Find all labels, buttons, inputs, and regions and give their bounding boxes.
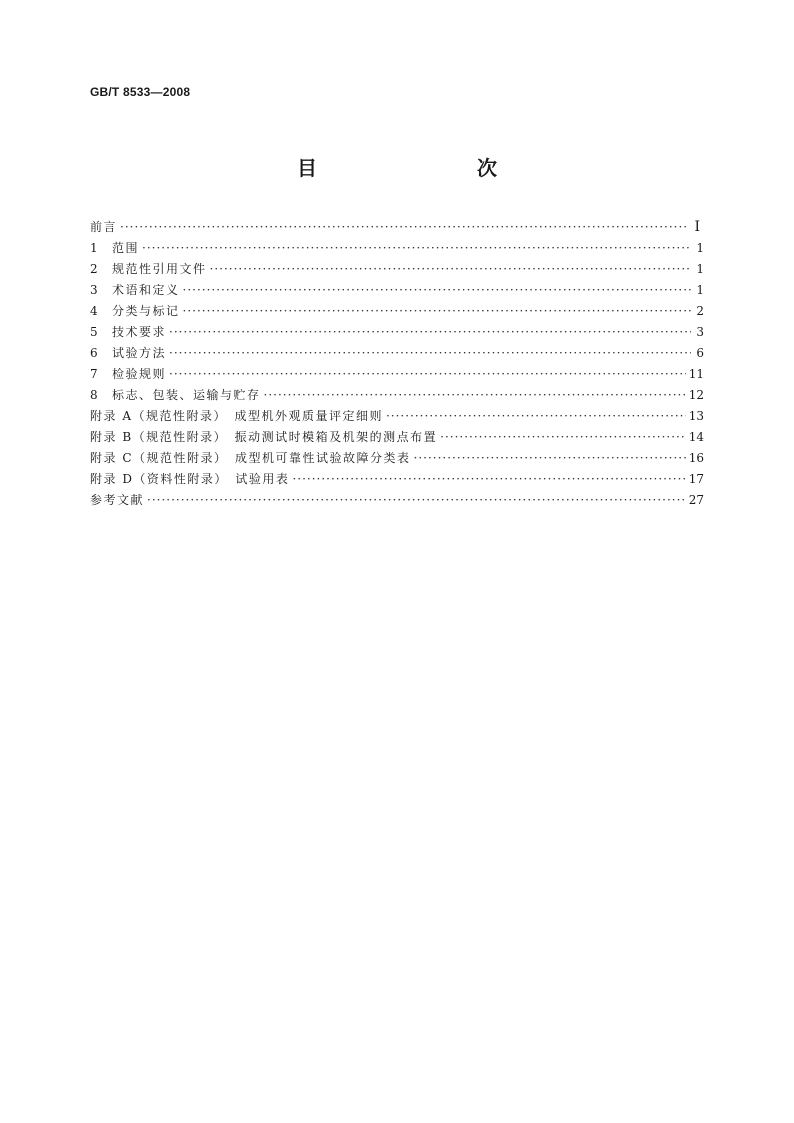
toc-entry-4[interactable] — [90, 301, 704, 322]
toc-page-number: 2 — [696, 304, 704, 318]
toc-dot-leader — [183, 280, 691, 301]
toc-page-number: 17 — [688, 472, 704, 486]
toc-dot-leader — [142, 238, 691, 259]
toc-entry-label: 试验方法 — [112, 346, 167, 360]
toc-entry-5[interactable] — [90, 322, 704, 343]
page-title: 目 次 — [297, 156, 537, 180]
toc-entry-appendix-d[interactable] — [90, 469, 704, 490]
toc-entry-label: 分类与标记 — [112, 304, 180, 318]
toc-page-number: 16 — [688, 451, 704, 465]
toc-page-number: 11 — [688, 367, 704, 381]
toc-entry-appendix-b[interactable] — [90, 427, 704, 448]
toc-entry-label: 范围 — [112, 241, 140, 255]
toc-entry-number: 4 — [90, 304, 98, 318]
toc-dot-leader — [169, 364, 686, 385]
toc-dot-leader — [264, 385, 686, 406]
toc-entry-label: 前言 — [90, 220, 118, 234]
table-of-contents — [90, 217, 704, 511]
toc-entry-appendix-c[interactable] — [90, 448, 704, 469]
toc-entry-label: 检验规则 — [112, 367, 167, 381]
toc-dot-leader — [120, 217, 687, 238]
toc-entry-number: 8 — [90, 388, 98, 402]
toc-entry-number: 6 — [90, 346, 98, 360]
toc-entry-6[interactable] — [90, 343, 704, 364]
toc-entry-number: 7 — [90, 367, 98, 381]
toc-page-number: 1 — [696, 283, 704, 297]
toc-entry-number: 3 — [90, 283, 98, 297]
toc-entry-label: 规范性引用文件 — [112, 262, 207, 276]
toc-entry-8[interactable] — [90, 385, 704, 406]
toc-entry-references[interactable] — [90, 490, 704, 511]
toc-entry-number: 1 — [90, 241, 98, 255]
toc-entry-label: 参考文献 — [90, 493, 145, 507]
toc-dot-leader — [210, 259, 691, 280]
toc-entry-label: 附录 C（规范性附录） 成型机可靠性试验故障分类表 — [90, 451, 411, 465]
toc-entry-number: 5 — [90, 325, 98, 339]
toc-dot-leader — [440, 427, 686, 448]
toc-dot-leader — [169, 343, 691, 364]
standard-code: GB/T 8533—2008 — [90, 85, 191, 99]
toc-entry-7[interactable] — [90, 364, 704, 385]
toc-entry-label: 术语和定义 — [112, 283, 180, 297]
toc-entry-number: 2 — [90, 262, 98, 276]
toc-entry-foreword[interactable] — [90, 217, 704, 238]
toc-page-number: 12 — [688, 388, 704, 402]
toc-page-number: 14 — [688, 430, 704, 444]
toc-page-number: 13 — [688, 409, 704, 423]
toc-dot-leader — [183, 301, 691, 322]
toc-entry-label: 附录 A（规范性附录） 成型机外观质量评定细则 — [90, 409, 383, 423]
toc-dot-leader — [147, 490, 686, 511]
toc-entry-2[interactable] — [90, 259, 704, 280]
toc-entry-label: 附录 B（规范性附录） 振动测试时模箱及机架的测点布置 — [90, 430, 438, 444]
toc-entry-1[interactable] — [90, 238, 704, 259]
toc-page-number: 6 — [696, 346, 704, 360]
toc-page-number: 1 — [696, 262, 704, 276]
toc-dot-leader — [386, 406, 686, 427]
toc-entry-label: 标志、包装、运输与贮存 — [112, 388, 261, 402]
toc-dot-leader — [292, 469, 685, 490]
toc-page-number: 1 — [696, 241, 704, 255]
toc-page-number: 27 — [688, 493, 704, 507]
toc-entry-appendix-a[interactable] — [90, 406, 704, 427]
toc-page-number: I — [694, 219, 700, 235]
toc-dot-leader — [414, 448, 686, 469]
toc-page-number: 3 — [696, 325, 704, 339]
toc-dot-leader — [169, 322, 691, 343]
toc-entry-label: 技术要求 — [112, 325, 167, 339]
toc-entry-3[interactable] — [90, 280, 704, 301]
toc-entry-label: 附录 D（资料性附录） 试验用表 — [90, 472, 290, 486]
